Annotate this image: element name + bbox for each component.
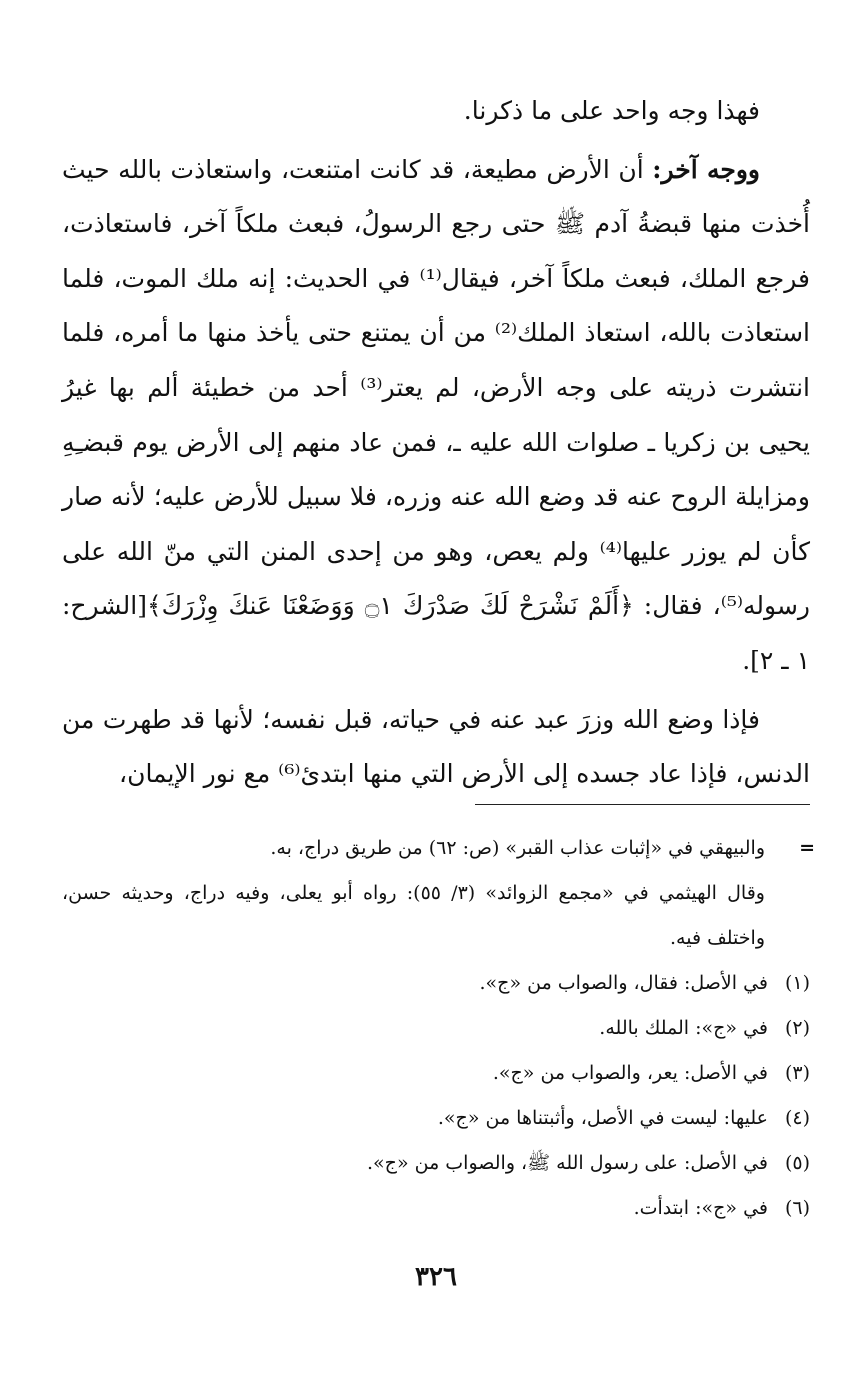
footnote-number: (١)	[784, 972, 810, 994]
main-text	[62, 84, 810, 802]
paragraph-2	[62, 143, 810, 689]
footnote-text: في «ج»: ابتدأت.	[633, 1197, 768, 1219]
footnote-number: (٦)	[784, 1197, 810, 1219]
continuation-line-1: والبيهقي في «إثبات عذاب القبر» (ص: ٦٢) من طريق دراج، به.	[270, 837, 765, 859]
footnote-5	[62, 1141, 810, 1186]
footnote-separator	[475, 804, 810, 805]
paragraph-2-lead: ووجه آخر:	[652, 154, 760, 184]
footnote-text: في الأصل: يعر، والصواب من «ج».	[492, 1062, 768, 1084]
footnote-continuation	[62, 826, 815, 871]
book-page	[62, 0, 815, 1388]
paragraph-1: فهذا وجه واحد على ما ذكرنا.	[463, 96, 760, 125]
footnote-2	[62, 1006, 810, 1051]
footnote-text: في الأصل: على رسول الله ﷺ، والصواب من «ج».	[367, 1152, 768, 1174]
footnote-number: (٤)	[784, 1107, 810, 1129]
footnote-number: (٥)	[784, 1152, 810, 1174]
footnote-text: في «ج»: الملك بالله.	[599, 1017, 768, 1039]
footnotes	[62, 826, 815, 1231]
footnote-6	[62, 1186, 810, 1231]
paragraph-2-text: أن الأرض مطيعة، قد كانت امتنعت، واستعاذت بالله حيث أُخذت منها قبضةُ آدم ﷺ حتى رجع الرسولُ، فبعث ملكاً آخر، فاستعاذت، فرجع الملك، فبعث ملكاً آخر، فيقال⁽¹⁾ في الحديث: إنه ملك الموت، فلما استعاذت بالله، استعاذ الملك⁽²⁾ من أن يمتنع حتى يأخذ منها ما أمره، فلما انتشرت ذريته على وجه الأرض، لم يعتر⁽³⁾ أحد من خطيئة ألم بها غيرُ يحيى بن زكريا ـ صلوات الله عليه ـ، فمن عاد منهم إلى الأرض يوم قبضـِهِ ومزايلة الروح عنه قد وضع الله عنه وزره، فلا سبيل للأرض عليه؛ لأنه صار كأن لم يوزر عليها⁽⁴⁾ ولم يعص، وهو من إحدى المنن التي منّ الله على رسوله⁽⁵⁾، فقال: ﴿أَلَمْ نَشْرَحْ لَكَ صَدْرَكَ ۝١ وَوَضَعْنَا عَنكَ وِزْرَكَ﴾[الشرح: ١ ـ ٢].	[62, 154, 810, 675]
continuation-marker: =	[799, 837, 815, 859]
footnote-3	[62, 1051, 810, 1096]
paragraph-3: فإذا وضع الله وزرَ عبد عنه في حياته، قبل نفسه؛ لأنها قد طهرت من الدنس، فإذا عاد جسده إلى الأرض التي منها ابتدئ⁽⁶⁾ مع نور الإيمان،	[62, 704, 810, 789]
footnote-text: في الأصل: فقال، والصواب من «ج».	[479, 972, 768, 994]
page-number: ٣٢٦	[415, 1262, 457, 1292]
footnote-text: عليها: ليست في الأصل، وأثبتناها من «ج».	[437, 1107, 768, 1129]
footnote-number: (٣)	[784, 1062, 810, 1084]
footnote-1	[62, 961, 810, 1006]
footnote-4	[62, 1096, 810, 1141]
continuation-line-2: وقال الهيثمي في «مجمع الزوائد» (٣/ ٥٥): رواه أبو يعلى، وفيه دراج، وحديثه حسن، واختلف فيه.	[62, 882, 765, 949]
footnote-number: (٢)	[784, 1017, 810, 1039]
